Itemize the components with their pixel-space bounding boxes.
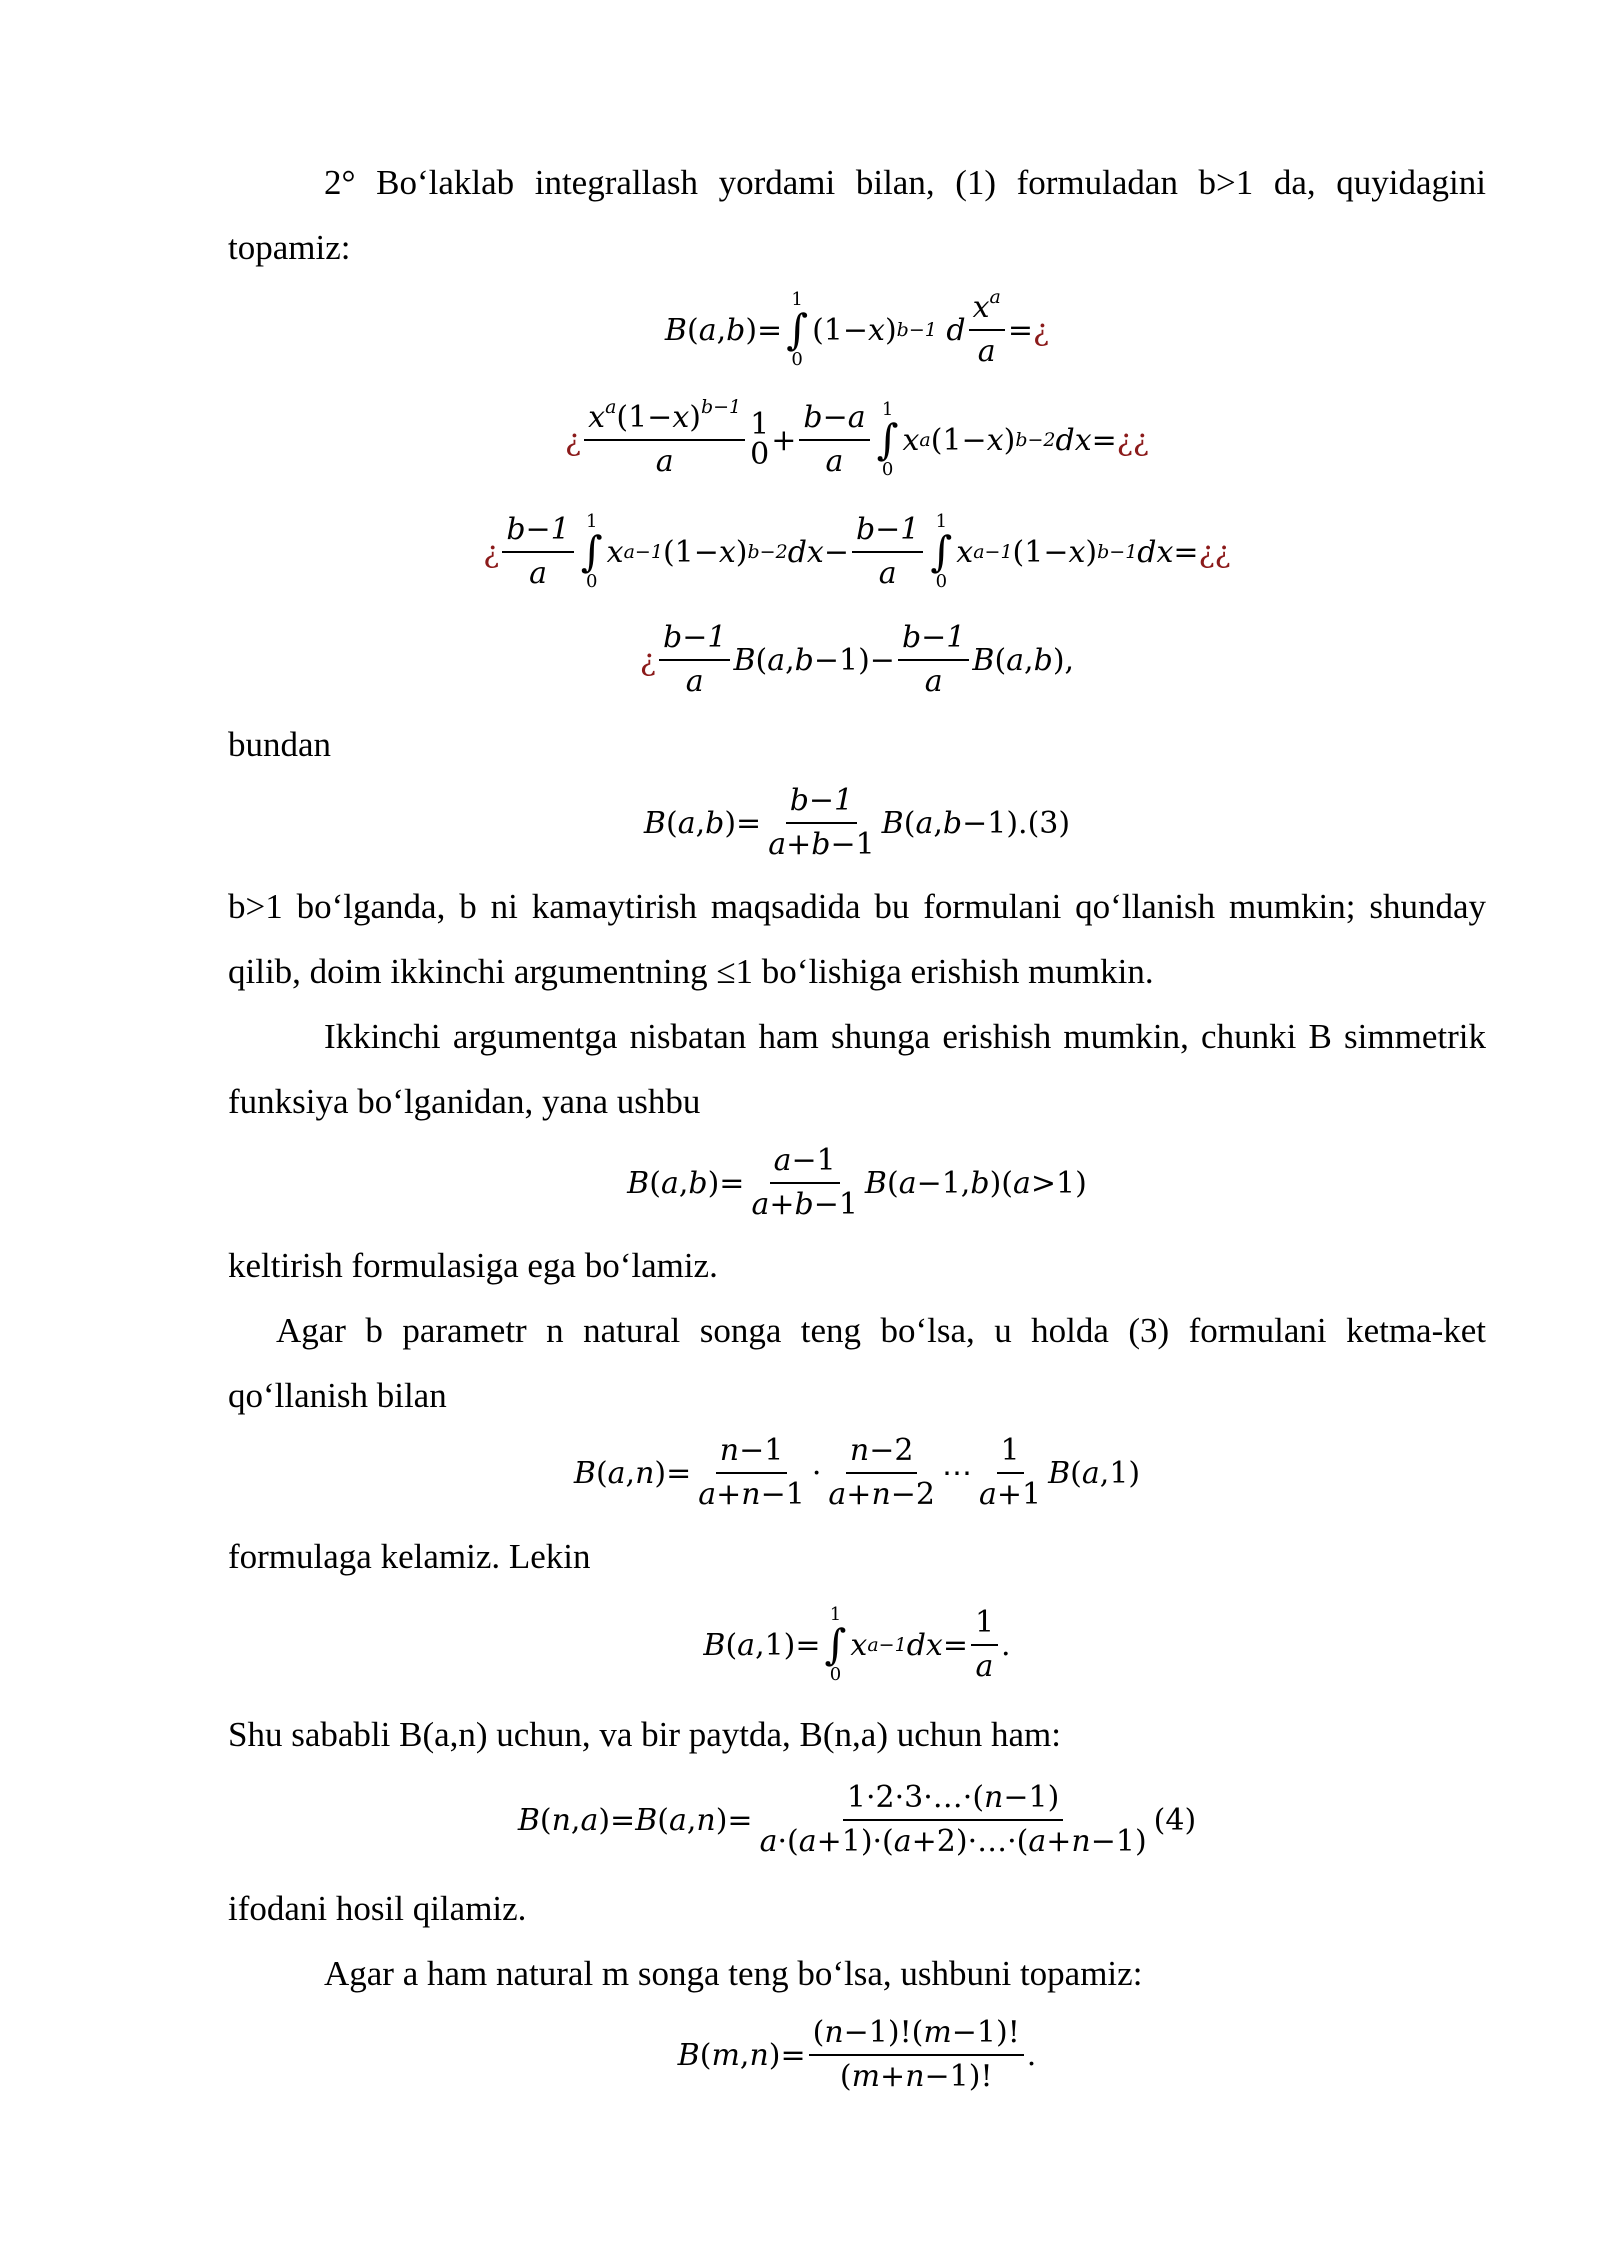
paragraph-lekin: formulaga kelamiz. Lekin <box>228 1537 591 1576</box>
equation-result: ¿ $\frac{b-1}{a}$ B ( a , b −1)− $\frac{b-1}{a}$ B ( a , b ), <box>639 620 1075 699</box>
equation-4-label: (4) <box>1153 1802 1197 1838</box>
paragraph-symmetric: Ikkinchi argumentga nisbatan ham shunga erishish mumkin, chunki B simmetrik funksiya bo‘lganidan, yana ushbu <box>228 1017 1486 1121</box>
equation-product: B ( a , n )= $\frac{n-1}{a+n-1}$ · $\frac{n-2}{a+n-2}$ ⋯ $\frac{1}{a+1}$ B ( a ,1) <box>573 1433 1141 1512</box>
paragraph-ifodani: ifodani hosil qilamiz. <box>228 1889 527 1928</box>
equation-split: ¿ $\frac{b-1}{a}$ 1 ∫ 0 x a−1 (1− x ) b−2 dx − $\frac{b-1}{a}$ 1 ∫ 0 x a−1 (1− x ) b−1 dx = ¿¿ <box>483 511 1231 592</box>
paragraph-shu-sababli: Shu sababli B(a,n) uchun, va bir paytda, B(n,a) uchun ham: <box>228 1715 1061 1754</box>
equation-by-parts: ¿ $\frac{x^a(1-x)^{b-1}}{a}$ 1 0 + $\frac{b-a}{a}$ 1 ∫ 0 x a (1− x ) b−2 dx = ¿¿ <box>565 396 1149 480</box>
paragraph-reduce-b: b>1 bo‘lganda, b ni kamaytirish maqsadida bu formulani qo‘llanish mumkin; shunday qilib, doim ikkinchi argumentning ≤1 bo‘lishiga erishish mumkin. <box>228 887 1486 991</box>
equation-b-a-1: B ( a ,1)= 1 ∫ 0 x a−1 dx = $\frac{1}{a}$ . <box>703 1604 1011 1685</box>
equation-3: B ( a , b )= $\frac{b-1}{a+b-1}$ B ( a , b −1). (3) <box>643 783 1071 862</box>
paragraph-bundan: bundan <box>228 725 332 764</box>
equation-3-label: (3) <box>1027 805 1071 841</box>
equation-factorial: B ( m , n )= $\frac{(n-1)!(m-1)!}{(m+n-1)!}$ . <box>677 2015 1037 2094</box>
paragraph-natural-m: Agar a ham natural m songa teng bo‘lsa, ushbuni topamiz: <box>324 1954 1143 1993</box>
paragraph-intro: 2° Bo‘laklab integrallash yordami bilan, (1) formuladan b>1 da, quyidagini topamiz: <box>228 163 1486 267</box>
paragraph-keltirish: keltirish formulasiga ega bo‘lamiz. <box>228 1246 718 1285</box>
equation-4: B ( n , a )= B ( a , n )= $\frac{1\cdot 2\cdot 3\cdot\dots\cdot(n-1)}{a\cdot(a+1)\cdot(a+2)\cdot\dots\cdot(a+n-1)}$ (4) <box>517 1780 1197 1859</box>
equation-reduce-a: B ( a , b )= $\frac{a-1}{a+b-1}$ B ( a −1, b )( a >1) <box>627 1143 1087 1222</box>
paragraph-natural-n: Agar b parametr n natural songa teng bo‘lsa, u holda (3) formulani ketma-ket qo‘llanish bilan <box>228 1311 1486 1415</box>
equation-beta-integral: B ( a , b )= 1 ∫ 0 (1− x ) b−1 d $\frac{x^a}{a}$ = ¿ <box>664 286 1050 370</box>
